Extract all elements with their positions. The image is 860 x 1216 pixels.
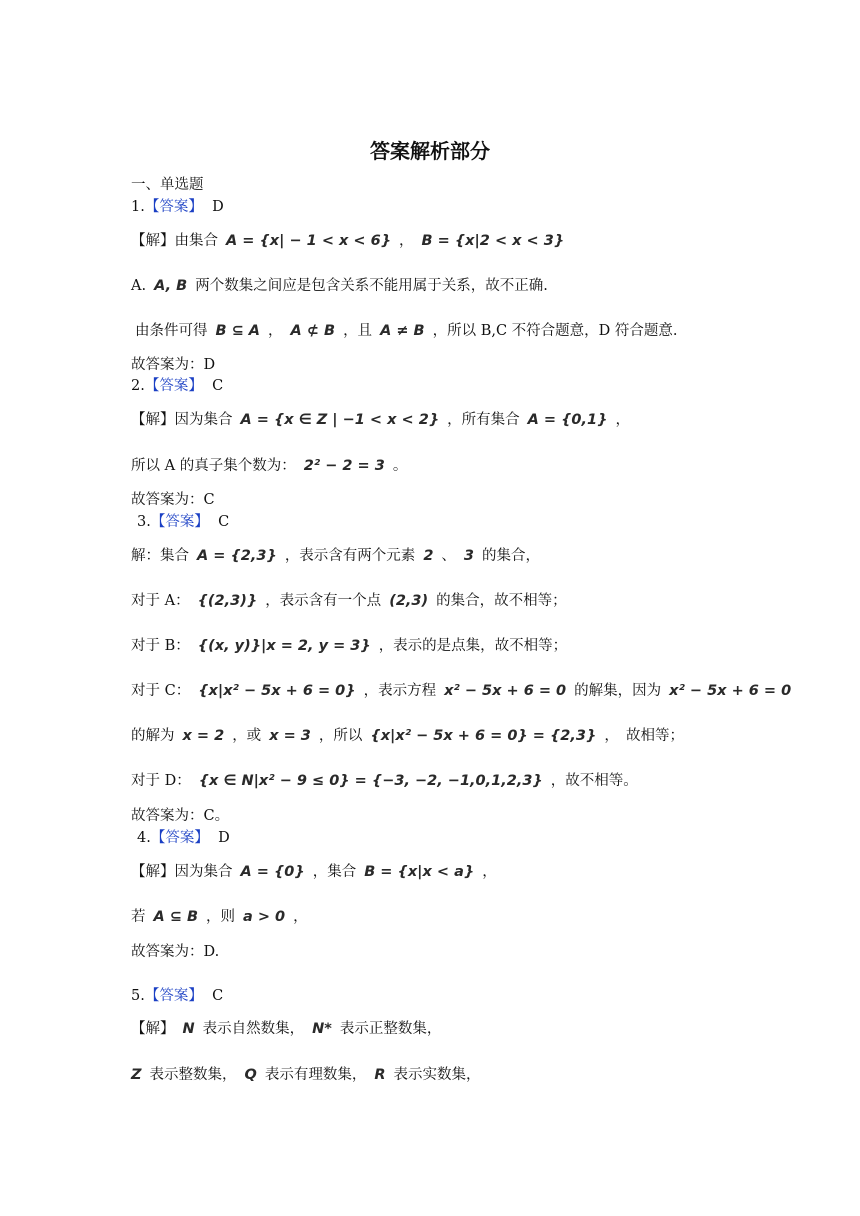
q2-text: ，所有集合 [447, 412, 520, 428]
q3-option-d [131, 771, 638, 791]
q3-text: 的解集，因为 [574, 683, 662, 699]
q5-math: N* [312, 1021, 332, 1037]
q1-math: A = {x| − 1 < x < 6} [226, 233, 392, 249]
q3-text: 解：集合 [131, 548, 189, 564]
q3-text: ， 故相等； [604, 728, 685, 744]
q1-text: 【解】由集合 [131, 233, 218, 249]
q3-text: ，表示方程 [363, 683, 437, 699]
q1-math: A, B [154, 278, 188, 294]
q3-option-c [131, 681, 791, 701]
q1-solution-line-3 [135, 321, 678, 341]
q5-answer-tag: 【答案】 [144, 988, 203, 1004]
q4-text: 【解】因为集合 [131, 864, 233, 880]
q3-text: ，故不相等。 [550, 773, 638, 789]
q3-math: {x|x² − 5x + 6 = 0} [198, 683, 356, 699]
q4-final: 故答案为：D. [131, 944, 220, 960]
q3-math: 3 [463, 548, 474, 564]
q5-math: R [374, 1067, 386, 1083]
q3-text: ，表示含有两个元素 [284, 548, 416, 564]
q3-option-a [131, 591, 567, 611]
q1-text: ，所以 B,C 不符合题意，D 符合题意. [432, 323, 678, 339]
q5-text: 【解】 [131, 1021, 175, 1037]
q2-solution-line-1 [131, 410, 630, 430]
q2-math: A = {0,1} [527, 412, 608, 428]
q1-answer-line [131, 197, 224, 217]
q1-number: 1. [131, 199, 145, 215]
q5-text: 表示正整数集， [339, 1021, 442, 1037]
q3-text: 对于 C： [131, 683, 191, 699]
q3-text: 对于 D： [131, 773, 191, 789]
q2-math: 2² − 2 = 3 [303, 458, 385, 474]
q1-solution-line-2 [131, 276, 548, 296]
q2-answer-line [131, 376, 223, 396]
q5-solution-line-1 [131, 1019, 441, 1039]
q2-text: 【解】因为集合 [131, 412, 233, 428]
q3-text: 对于 A： [131, 593, 190, 609]
q2-answer: C [212, 378, 224, 394]
q5-number: 5. [131, 988, 145, 1004]
q5-answer-line [131, 986, 223, 1006]
q2-text: ， [615, 412, 630, 428]
q3-answer-line [137, 512, 229, 532]
q5-text: 表示自然数集， [202, 1021, 305, 1037]
q3-answer: C [218, 514, 230, 530]
q5-text: 表示整数集， [149, 1067, 237, 1083]
q1-math: A ⊄ B [290, 323, 336, 339]
q3-text: ，所以 [318, 728, 363, 744]
q3-math: {x ∈ N|x² − 9 ≤ 0} = {−3, −2, −1,0,1,2,3} [198, 773, 543, 789]
q3-text: 的集合， [482, 548, 540, 564]
q3-math: 2 [423, 548, 434, 564]
q1-text: 两个数集之间应是包含关系不能用属于关系，故不正确. [195, 278, 548, 294]
q5-math: Q [244, 1067, 257, 1083]
q1-final: 故答案为：D [131, 357, 216, 373]
q1-solution-line-1 [131, 231, 572, 251]
q3-text: 、 [441, 548, 456, 564]
q1-text: ， [399, 233, 414, 249]
q1-math: A ≠ B [380, 323, 425, 339]
page-title: 答案解析部分 [370, 139, 490, 163]
q4-answer-line [137, 828, 230, 848]
q3-option-b [131, 636, 567, 656]
q4-math: B = {x|x < a} [364, 864, 475, 880]
q3-math: x² − 5x + 6 = 0 [669, 683, 792, 699]
q3-solution-line-1 [131, 546, 540, 566]
q1-math: B = {x|2 < x < 3} [421, 233, 565, 249]
q2-number: 2. [131, 378, 145, 394]
q1-text: 由条件可得 [135, 323, 208, 339]
q5-text: 表示有理数集， [264, 1067, 367, 1083]
q5-math: Z [131, 1067, 142, 1083]
q3-math: A = {2,3} [197, 548, 277, 564]
q3-final: 故答案为：C。 [131, 808, 230, 824]
q4-text: ，集合 [312, 864, 357, 880]
q4-text: 若 [131, 909, 146, 925]
q3-math: x² − 5x + 6 = 0 [444, 683, 567, 699]
q1-text: ，且 [343, 323, 373, 339]
q4-math: a > 0 [243, 909, 286, 925]
q1-text: A. [131, 278, 147, 294]
q4-text: ， [482, 864, 497, 880]
q4-text: ，则 [206, 909, 236, 925]
q1-text: ， [268, 323, 283, 339]
q4-answer: D [218, 830, 230, 846]
q4-solution-line-1 [131, 862, 497, 882]
q1-answer-tag: 【答案】 [144, 199, 203, 215]
q5-answer: C [212, 988, 224, 1004]
q4-text: ， [293, 909, 308, 925]
q4-math: A ⊆ B [153, 909, 199, 925]
q3-math: {(x, y)}|x = 2, y = 3} [197, 638, 371, 654]
q2-text: 所以 A 的真子集个数为： [131, 458, 296, 474]
q3-math: {x|x² − 5x + 6 = 0} = {2,3} [370, 728, 597, 744]
q1-math: B ⊆ A [215, 323, 261, 339]
q4-math: A = {0} [240, 864, 305, 880]
q3-math: x = 2 [182, 728, 225, 744]
section-heading: 一、单选题 [131, 177, 204, 193]
q4-answer-tag: 【答案】 [150, 830, 209, 846]
q2-math: A = {x ∈ Z | −1 < x < 2} [240, 412, 440, 428]
q4-solution-line-2 [131, 907, 308, 927]
q3-math: x = 3 [269, 728, 311, 744]
q3-text: ，表示的是点集，故不相等； [378, 638, 568, 654]
q4-number: 4. [137, 830, 151, 846]
q1-answer: D [212, 199, 224, 215]
q3-answer-tag: 【答案】 [150, 514, 209, 530]
q5-text: 表示实数集， [393, 1067, 481, 1083]
q3-text: ，或 [232, 728, 262, 744]
q3-option-c-cont [131, 726, 684, 746]
q5-math: N [182, 1021, 195, 1037]
q3-math: {(2,3)} [197, 593, 258, 609]
q2-final: 故答案为：C [131, 492, 215, 508]
q2-text: 。 [392, 458, 408, 474]
q3-number: 3. [137, 514, 151, 530]
q5-solution-line-2 [131, 1065, 481, 1085]
q3-text: 的解为 [131, 728, 175, 744]
q3-math: (2,3) [389, 593, 429, 609]
q3-text: 对于 B： [131, 638, 190, 654]
q3-text: ，表示含有一个点 [265, 593, 382, 609]
q3-text: 的集合，故不相等； [436, 593, 567, 609]
q2-answer-tag: 【答案】 [144, 378, 203, 394]
q2-solution-line-2 [131, 456, 407, 476]
